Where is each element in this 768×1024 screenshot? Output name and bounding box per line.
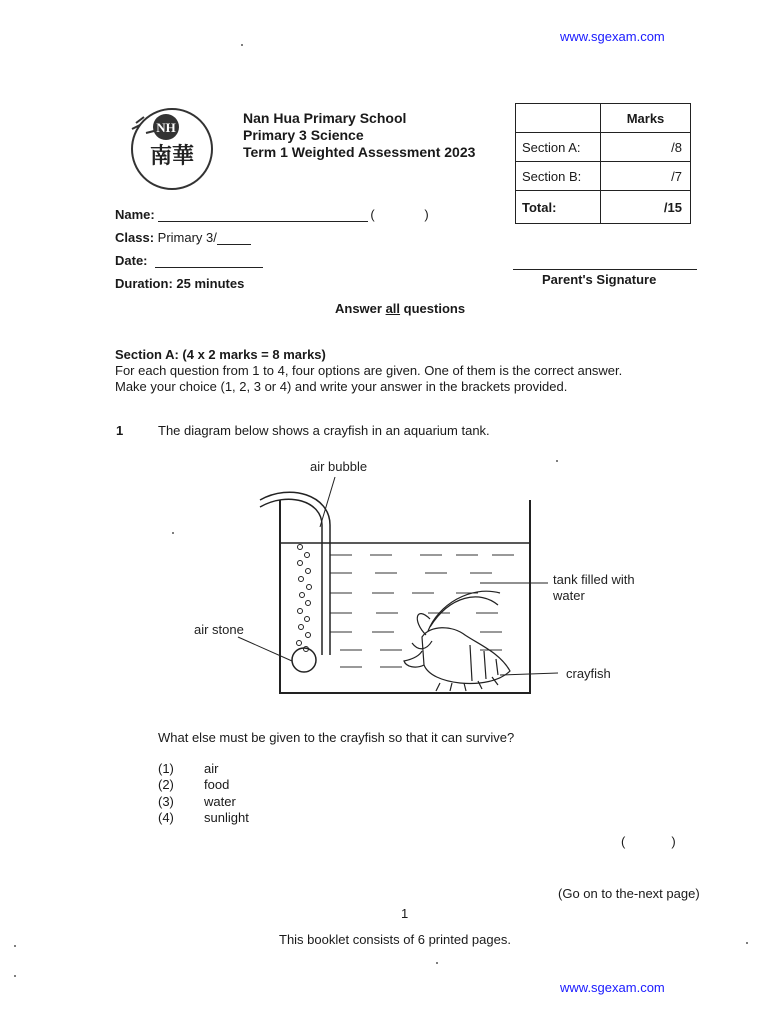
answer-suffix: questions bbox=[400, 301, 466, 316]
section-a-title: Section A: (4 x 2 marks = 8 marks) bbox=[115, 347, 326, 362]
marks-row-section-a bbox=[516, 133, 691, 162]
option-text: air bbox=[204, 761, 219, 776]
tank-outline bbox=[280, 500, 530, 693]
logo-emblem-text: NH bbox=[156, 120, 176, 135]
parent-signature-line[interactable] bbox=[513, 269, 697, 270]
marks-header-row bbox=[516, 104, 691, 133]
scan-speck bbox=[14, 975, 16, 977]
answer-prefix: Answer bbox=[335, 301, 386, 316]
website-link-top[interactable]: www.sgexam.com bbox=[560, 29, 665, 44]
duration-value: 25 minutes bbox=[176, 276, 245, 291]
label-tank-water-1: tank filled with bbox=[553, 572, 635, 587]
scan-speck bbox=[14, 945, 16, 947]
class-value: Primary 3/ bbox=[157, 230, 217, 245]
duration-row bbox=[115, 276, 244, 291]
label-tank-water-2: water bbox=[553, 588, 585, 603]
scan-speck bbox=[241, 44, 243, 46]
date-field-row bbox=[115, 253, 263, 268]
marks-value: /8 bbox=[601, 133, 691, 162]
option-number: (1) bbox=[158, 761, 174, 776]
aquarium-diagram-graphic bbox=[180, 455, 650, 710]
question-prompt: What else must be given to the crayfish so that it can survive? bbox=[158, 730, 515, 745]
assessment-title: Term 1 Weighted Assessment 2023 bbox=[243, 144, 476, 160]
marks-header: Marks bbox=[601, 104, 691, 133]
label-air-bubble: air bubble bbox=[310, 459, 368, 474]
parent-signature-label: Parent's Signature bbox=[542, 272, 657, 287]
air-stone-shape bbox=[292, 648, 316, 672]
scan-speck bbox=[746, 942, 748, 944]
marks-label: Section B: bbox=[516, 162, 601, 191]
page-number: 1 bbox=[401, 906, 409, 921]
option-number: (4) bbox=[158, 810, 174, 825]
section-a-instruction-2: Make your choice (1, 2, 3 or 4) and write your answer in the brackets provided. bbox=[115, 379, 568, 394]
marks-table bbox=[515, 103, 691, 224]
answer-bracket-open: ( bbox=[621, 834, 626, 849]
booklet-note: This booklet consists of 6 printed pages. bbox=[279, 932, 511, 947]
date-field[interactable] bbox=[155, 254, 263, 268]
subject-title: Primary 3 Science bbox=[243, 127, 364, 143]
question-number: 1 bbox=[116, 423, 124, 438]
duration-label: Duration: bbox=[115, 276, 173, 291]
water-dashes bbox=[330, 555, 514, 667]
option-text: water bbox=[204, 794, 236, 809]
crayfish-shape bbox=[404, 591, 510, 691]
answer-instruction bbox=[335, 301, 465, 316]
date-label: Date: bbox=[115, 253, 148, 268]
answer-emphasis: all bbox=[385, 301, 401, 316]
marks-label: Section A: bbox=[516, 133, 601, 162]
option-number: (2) bbox=[158, 777, 174, 792]
marks-value: /7 bbox=[601, 162, 691, 191]
question-stem: The diagram below shows a crayfish in an aquarium tank. bbox=[158, 423, 490, 438]
answer-bracket[interactable] bbox=[621, 834, 676, 849]
marks-row-section-b bbox=[516, 162, 691, 191]
marks-label: Total: bbox=[516, 191, 601, 224]
marks-value: /15 bbox=[601, 191, 691, 224]
option-4[interactable] bbox=[158, 810, 249, 825]
school-logo-graphic bbox=[118, 103, 218, 193]
option-number: (3) bbox=[158, 794, 174, 809]
option-1[interactable] bbox=[158, 761, 218, 776]
scan-speck bbox=[172, 532, 174, 534]
name-label: Name: bbox=[115, 207, 155, 222]
label-crayfish: crayfish bbox=[566, 666, 611, 681]
class-field[interactable] bbox=[217, 231, 251, 245]
school-logo bbox=[118, 103, 218, 193]
scan-speck bbox=[436, 962, 438, 964]
marks-row-total bbox=[516, 191, 691, 224]
logo-chinese-text: 南華 bbox=[149, 144, 195, 169]
option-text: sunlight bbox=[204, 810, 249, 825]
label-air-stone: air stone bbox=[194, 622, 244, 637]
section-a-instruction-1: For each question from 1 to 4, four options are given. One of them is the correct answer. bbox=[115, 363, 623, 378]
go-on-text: (Go on to the-next page) bbox=[558, 886, 700, 901]
answer-bracket-close: ) bbox=[671, 834, 676, 849]
school-name: Nan Hua Primary School bbox=[243, 110, 407, 126]
index-paren-open: ( bbox=[370, 207, 375, 222]
air-bubbles bbox=[297, 545, 312, 652]
option-3[interactable] bbox=[158, 794, 236, 809]
aquarium-diagram bbox=[180, 455, 650, 710]
option-2[interactable] bbox=[158, 777, 229, 792]
class-label: Class: bbox=[115, 230, 155, 245]
option-text: food bbox=[204, 777, 230, 792]
website-link-bottom[interactable]: www.sgexam.com bbox=[560, 980, 665, 995]
class-field-row bbox=[115, 230, 251, 245]
name-field-row bbox=[115, 207, 429, 222]
scan-speck bbox=[556, 460, 558, 462]
marks-header-blank bbox=[516, 104, 601, 133]
name-field[interactable] bbox=[158, 208, 368, 222]
index-paren-close: ) bbox=[424, 207, 429, 222]
